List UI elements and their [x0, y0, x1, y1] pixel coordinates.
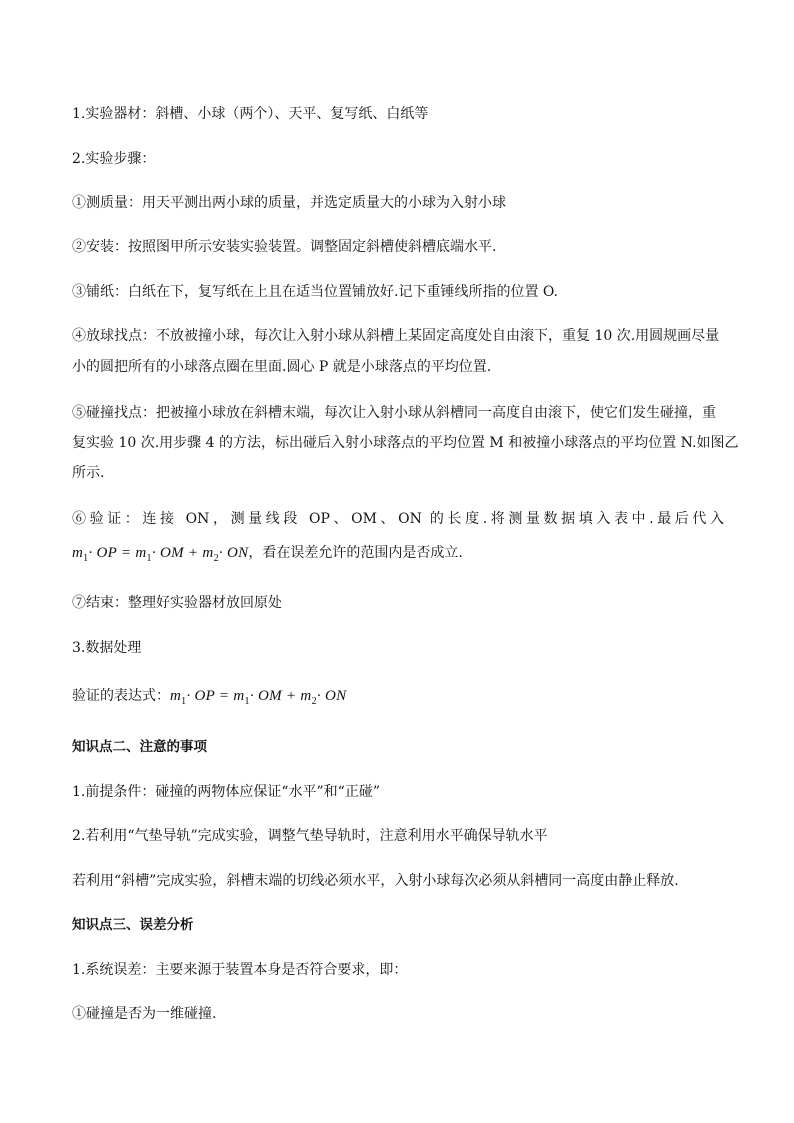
note-2: 2.若利用“气垫导轨”完成实验，调整气垫导轨时，注意利用水平确保导轨水平 — [72, 828, 548, 844]
error-1: 1.系统误差：主要来源于装置本身是否符合要求，即： — [72, 962, 408, 978]
formula-inline: $m_1\cdot$ OP = $m_1\cdot$ OM + $m_2\cdot$ ON — [72, 545, 249, 564]
formula-display: $m_1\cdot$ OP = $m_1\cdot$ OM + $m_2\cdot$ ON — [170, 688, 347, 707]
heading-knowledge-3: 知识点三、误差分析 — [72, 917, 194, 933]
verification-expression — [72, 686, 724, 712]
step-2: ②安装：按照图甲所示安装实验装置。调整固定斜槽使斜槽底端水平. — [72, 239, 497, 255]
paragraph-data-processing: 3.数据处理 — [72, 640, 142, 656]
step-5-line-3: 所示. — [72, 465, 105, 481]
step-3: ③铺纸：白纸在下，复写纸在上且在适当位置铺放好.记下重锤线所指的位置 O. — [72, 284, 559, 300]
step-1: ①测质量：用天平测出两小球的质量，并选定质量大的小球为入射小球 — [72, 195, 506, 211]
step-5-line-2: 复实验 10 次.用步骤 4 的方法，标出碰后入射小球落点的平均位置 M 和被撞小球落点的平均位置 N.如图乙 — [72, 435, 739, 451]
step-6-suffix: ，看在误差允许的范围内是否成立. — [248, 545, 463, 561]
verify-label: 验证的表达式： — [72, 688, 170, 704]
heading-knowledge-2: 知识点二、注意的事项 — [72, 739, 207, 755]
step-4-line-1: ④放球找点：不放被撞小球，每次让入射小球从斜槽上某固定高度处自由滚下，重复 10 次.用圆规画尽量 — [72, 328, 720, 344]
note-3: 若利用“斜槽”完成实验，斜槽末端的切线必须水平，入射小球每次必须从斜槽同一高度由静止释放. — [72, 873, 679, 889]
step-6-line-1: ⑥验证：连接 ON，测量线段 OP、OM、ON 的长度.将测量数据填入表中.最后代入 — [72, 511, 724, 527]
step-6-line-2 — [72, 543, 724, 569]
paragraph-steps-heading: 2.实验步骤： — [72, 151, 156, 167]
step-5-line-1: ⑤碰撞找点：把被撞小球放在斜槽末端，每次让入射小球从斜槽同一高度自由滚下，使它们发生碰撞，重 — [72, 405, 716, 421]
step-7: ⑦结束：整理好实验器材放回原处 — [72, 595, 282, 611]
note-1: 1.前提条件：碰撞的两物体应保证“水平”和“正碰” — [72, 784, 380, 800]
paragraph-equipment: 1.实验器材：斜槽、小球（两个）、天平、复写纸、白纸等 — [72, 106, 429, 122]
step-4-line-2: 小的圆把所有的小球落点圈在里面.圆心 P 就是小球落点的平均位置. — [72, 359, 492, 375]
error-item-1: ①碰撞是否为一维碰撞. — [72, 1006, 217, 1022]
